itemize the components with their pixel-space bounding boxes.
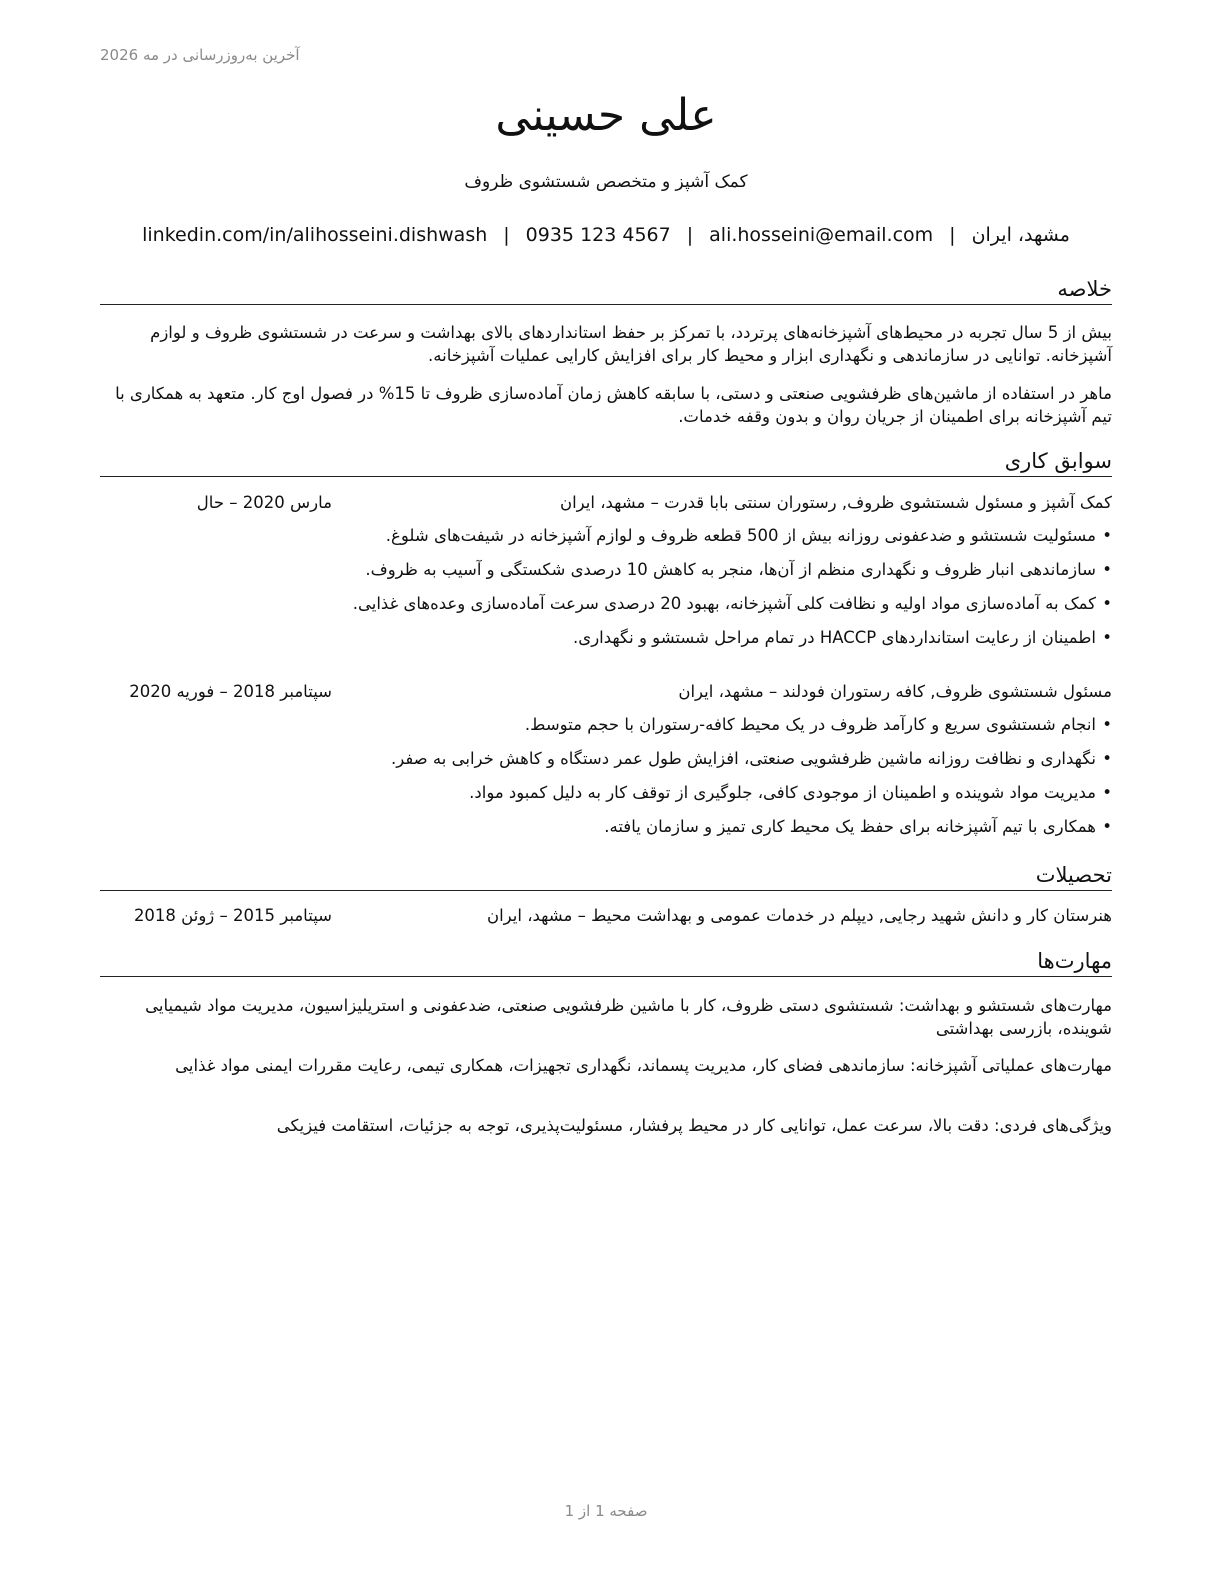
skills-line-2: مهارت‌های عملیاتی آشپزخانه: سازماندهی فضای کار، مدیریت پسماند، نگهداری تجهیزات، همکاری تیمی، رعایت مقررات ایمنی مواد غذایی [175, 1056, 1112, 1075]
skills-line-3: ویژگی‌های فردی: دقت بالا، سرعت عمل، توانایی کار در محیط پرفشار، مسئولیت‌پذیری، توجه به جزئیات، استقامت فیزیکی [276, 1116, 1112, 1135]
section-title-experience: سوابق کاری [100, 448, 1112, 477]
contact-line [100, 224, 1112, 246]
last-updated-note: آخرین به‌روزرسانی در مه 2026 [100, 46, 300, 64]
contact-separator: | [686, 224, 694, 246]
job-bullet-text: همکاری با تیم آشپزخانه برای حفظ یک محیط کاری تمیز و سازمان یافته. [604, 817, 1096, 836]
job-bullet-text: مدیریت مواد شوینده و اطمینان از موجودی کافی، جلوگیری از توقف کار به دلیل کمبود مواد. [469, 783, 1096, 802]
section-title-education: تحصیلات [100, 862, 1112, 891]
job-dates: مارس 2020 – حال [196, 493, 332, 512]
job-subtitle: کمک آشپز و متخصص شستشوی ظروف [464, 172, 748, 192]
job-title: کمک آشپز و مسئول شستشوی ظروف, رستوران سنتی بابا قدرت – مشهد، ایران [559, 493, 1112, 512]
skills-line-1: مهارت‌های شستشو و بهداشت: شستشوی دستی ظروف، کار با ماشین ظرفشویی صنعتی، ضدعفونی و استریلیزاسیون، مدیریت مواد شیمیایی شوینده، بازرسی بهداشتی [145, 996, 1112, 1038]
job-header [100, 682, 1112, 706]
bullet-icon: • [1102, 749, 1112, 768]
candidate-name: علی حسینی [495, 90, 717, 141]
job-title: مسئول شستشوی ظروف, کافه رستوران فودلند – مشهد، ایران [678, 682, 1112, 701]
job-header [100, 493, 1112, 517]
job-bullet [100, 524, 1112, 558]
job-bullet [100, 626, 1112, 660]
bullet-icon: • [1102, 594, 1112, 613]
contact-location: مشهد، ایران [971, 224, 1070, 246]
summary-paragraph-1: بیش از 5 سال تجربه در محیط‌های آشپزخانه‌های پرتردد، با تمرکز بر حفظ استانداردهای بالای بهداشت و سرعت در شستشوی ظروف و لوازم آشپزخانه. توانایی در سازماندهی و نگهداری ابزار و محیط کار برای افزایش کارایی عملیات آشپزخانه. [150, 323, 1112, 365]
job-bullet-text: اطمینان از رعایت استانداردهای HACCP در تمام مراحل شستشو و نگهداری. [573, 628, 1096, 647]
job-bullet [100, 781, 1112, 815]
job-bullet-list [100, 713, 1112, 849]
bullet-icon: • [1102, 560, 1112, 579]
job-bullet [100, 558, 1112, 592]
bullet-icon: • [1102, 628, 1112, 647]
summary-paragraph-2: ماهر در استفاده از ماشین‌های ظرفشویی صنعتی و دستی، با سابقه کاهش زمان آماده‌سازی ظروف تا 15% در فصول اوج کار. متعهد به همکاری با تیم آشپزخانه برای اطمینان از جریان روان و بدون وقفه خدمات. [115, 384, 1112, 426]
bullet-icon: • [1102, 715, 1112, 734]
bullet-icon: • [1102, 783, 1112, 802]
education-entry [100, 906, 1112, 930]
job-bullet-text: نگهداری و نظافت روزانه ماشین ظرفشویی صنعتی، افزایش طول عمر دستگاه و کاهش خرابی به صفر. [390, 749, 1096, 768]
contact-separator: | [949, 224, 956, 246]
section-title-skills: مهارت‌ها [100, 948, 1112, 977]
job-bullet [100, 713, 1112, 747]
contact-phone[interactable]: 0935 123 4567 [525, 224, 671, 246]
education-dates: سپتامبر 2015 – ژوئن 2018 [133, 906, 332, 925]
job-bullet-text: مسئولیت شستشو و ضدعفونی روزانه بیش از 500 قطعه ظروف و لوازم آشپزخانه در شیفت‌های شلوغ. [385, 526, 1096, 545]
page-number: صفحه 1 از 1 [564, 1502, 648, 1520]
job-bullet-text: کمک به آماده‌سازی مواد اولیه و نظافت کلی آشپزخانه، بهبود 20 درصدی سرعت آماده‌سازی وعده‌های غذایی. [352, 594, 1096, 613]
job-bullet [100, 815, 1112, 849]
job-bullet-text: انجام شستشوی سریع و کارآمد ظروف در یک محیط کافه-رستوران با حجم متوسط. [524, 715, 1096, 734]
section-title-summary: خلاصه [100, 276, 1112, 305]
job-bullet [100, 747, 1112, 781]
job-bullet [100, 592, 1112, 626]
job-dates: سپتامبر 2018 – فوریه 2020 [129, 682, 332, 701]
resume-page [100, 0, 1112, 1584]
job-bullet-list [100, 524, 1112, 660]
contact-email[interactable]: ali.hosseini@email.com [709, 224, 934, 246]
job-bullet-text: سازماندهی انبار ظروف و نگهداری منظم از آن‌ها، منجر به کاهش 10 درصدی شکستگی و آسیب به ظروف. [365, 560, 1096, 579]
contact-separator: | [503, 224, 510, 246]
contact-linkedin[interactable]: linkedin.com/in/alihosseini.dishwash [142, 224, 488, 246]
bullet-icon: • [1102, 526, 1112, 545]
education-title: هنرستان کار و دانش شهید رجایی, دیپلم در خدمات عمومی و بهداشت محیط – مشهد، ایران [486, 906, 1112, 925]
bullet-icon: • [1102, 817, 1112, 836]
